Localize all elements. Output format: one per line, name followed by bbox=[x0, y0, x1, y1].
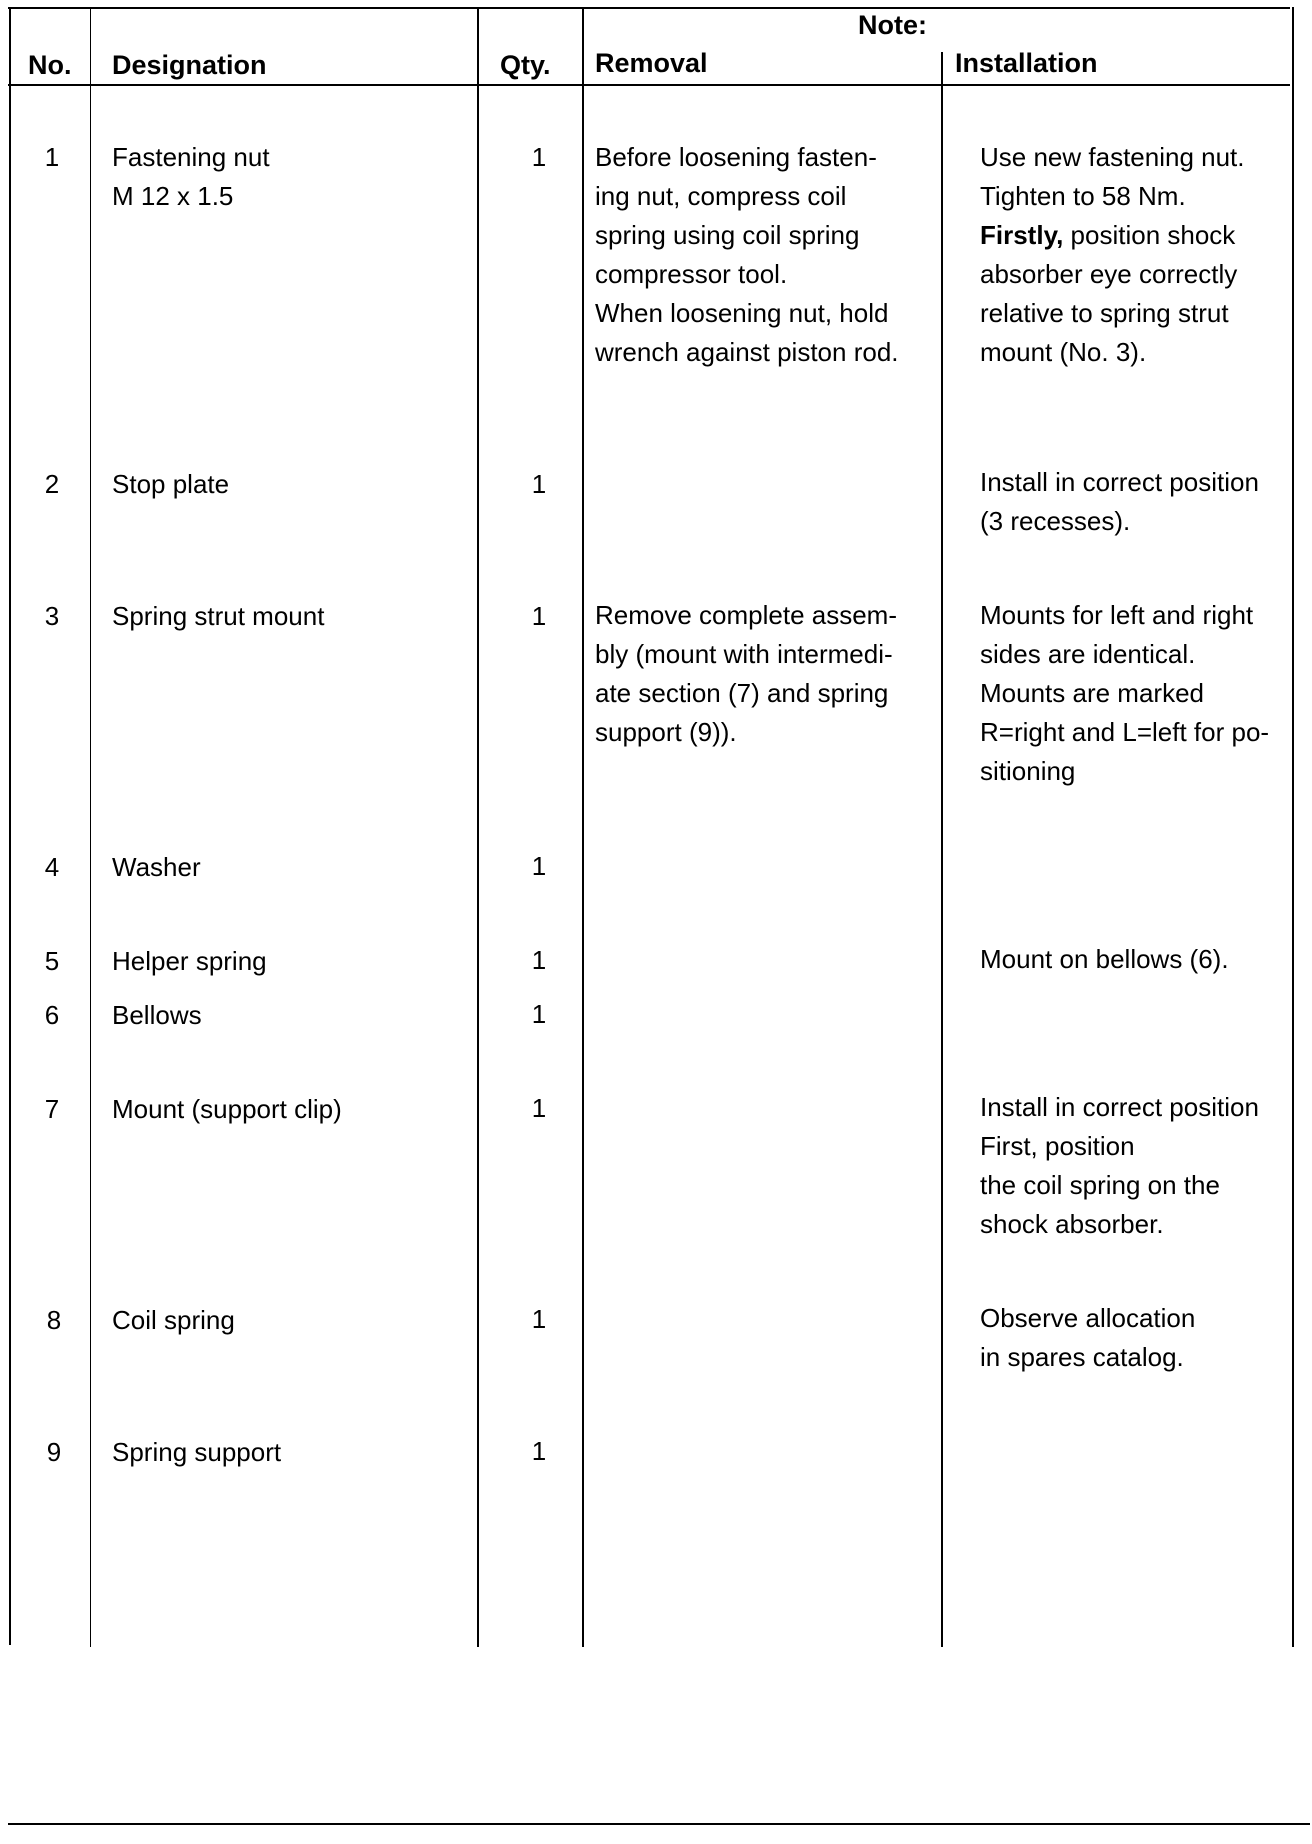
row-1-installation-line: relative to spring strut bbox=[980, 298, 1229, 328]
row-7-installation bbox=[980, 1088, 1310, 1244]
row-2-designation-line: Stop plate bbox=[112, 469, 230, 499]
row-4-no: 4 bbox=[44, 852, 60, 882]
row-2-installation-line: (3 recesses). bbox=[980, 506, 1131, 536]
row-5-designation bbox=[112, 942, 472, 981]
table-top-border bbox=[8, 7, 1290, 9]
qty-column-divider bbox=[582, 7, 584, 1647]
row-9-designation bbox=[112, 1433, 472, 1472]
row-1-installation bbox=[980, 138, 1310, 372]
row-1-installation-emphasis: Firstly, bbox=[980, 220, 1064, 250]
row-1-installation-line bbox=[980, 216, 1310, 255]
row-7-qty: 1 bbox=[531, 1093, 547, 1123]
row-8-installation-line: in spares catalog. bbox=[980, 1342, 1184, 1372]
row-7-designation bbox=[112, 1090, 472, 1129]
row-1-removal bbox=[595, 138, 940, 372]
row-3-removal-line: bly (mount with intermedi- bbox=[595, 639, 893, 669]
row-6-designation-line: Bellows bbox=[112, 1000, 202, 1030]
row-3-removal bbox=[595, 596, 940, 752]
row-8-qty: 1 bbox=[531, 1304, 547, 1334]
table-left-border bbox=[9, 7, 11, 1645]
row-8-no: 8 bbox=[46, 1305, 62, 1335]
row-6-designation bbox=[112, 996, 472, 1035]
row-1-qty: 1 bbox=[531, 142, 547, 172]
row-9-no: 9 bbox=[46, 1437, 62, 1467]
row-3-designation bbox=[112, 597, 472, 636]
row-1-designation-line: Fastening nut bbox=[112, 142, 270, 172]
row-2-installation bbox=[980, 463, 1310, 541]
row-7-installation-line: the coil spring on the bbox=[980, 1170, 1220, 1200]
row-1-removal-line: ing nut, compress coil bbox=[595, 181, 847, 211]
row-5-installation bbox=[980, 940, 1310, 979]
row-8-installation-line: Observe allocation bbox=[980, 1303, 1196, 1333]
header-no: No. bbox=[28, 50, 72, 80]
row-3-removal-line: ate section (7) and spring bbox=[595, 678, 889, 708]
row-5-qty: 1 bbox=[531, 945, 547, 975]
row-6-qty: 1 bbox=[531, 999, 547, 1029]
row-6-no: 6 bbox=[44, 1000, 60, 1030]
row-8-designation-line: Coil spring bbox=[112, 1305, 235, 1335]
row-3-installation-line: Mounts are marked bbox=[980, 678, 1204, 708]
row-1-designation bbox=[112, 138, 472, 216]
row-4-qty: 1 bbox=[531, 851, 547, 881]
row-2-no: 2 bbox=[44, 469, 60, 499]
row-7-no: 7 bbox=[44, 1094, 60, 1124]
row-4-designation bbox=[112, 848, 472, 887]
row-7-installation-line: shock absorber. bbox=[980, 1209, 1164, 1239]
row-1-removal-line: compressor tool. bbox=[595, 259, 788, 289]
removal-column-divider bbox=[941, 52, 943, 1647]
header-designation: Designation bbox=[112, 50, 267, 80]
row-3-no: 3 bbox=[44, 601, 60, 631]
row-1-no: 1 bbox=[44, 142, 60, 172]
row-8-installation bbox=[980, 1299, 1310, 1377]
row-9-designation-line: Spring support bbox=[112, 1437, 282, 1467]
row-3-installation-line: Mounts for left and right bbox=[980, 600, 1254, 630]
row-3-installation-line: sitioning bbox=[980, 756, 1076, 786]
row-8-designation bbox=[112, 1301, 472, 1340]
row-7-designation-line: Mount (support clip) bbox=[112, 1094, 342, 1124]
row-7-installation-line: First, position bbox=[980, 1131, 1135, 1161]
header-installation: Installation bbox=[955, 48, 1098, 78]
row-1-designation-line: M 12 x 1.5 bbox=[112, 181, 234, 211]
row-1-installation-text: position shock bbox=[1063, 220, 1236, 250]
row-4-designation-line: Washer bbox=[112, 852, 201, 882]
row-1-removal-line: wrench against piston rod. bbox=[595, 337, 899, 367]
row-1-installation-line: Tighten to 58 Nm. bbox=[980, 181, 1186, 211]
row-1-installation-line: Use new fastening nut. bbox=[980, 142, 1245, 172]
row-7-installation-line: Install in correct position bbox=[980, 1092, 1259, 1122]
row-3-removal-line: support (9)). bbox=[595, 717, 737, 747]
row-5-designation-line: Helper spring bbox=[112, 946, 267, 976]
row-1-installation-line: absorber eye correctly bbox=[980, 259, 1238, 289]
row-3-qty: 1 bbox=[531, 601, 547, 631]
row-1-installation-line: mount (No. 3). bbox=[980, 337, 1147, 367]
row-3-installation bbox=[980, 596, 1310, 791]
header-removal: Removal bbox=[595, 48, 708, 78]
header-qty: Qty. bbox=[500, 50, 551, 80]
row-5-installation-line: Mount on bellows (6). bbox=[980, 944, 1229, 974]
row-1-removal-line: When loosening nut, hold bbox=[595, 298, 889, 328]
row-5-no: 5 bbox=[44, 946, 60, 976]
row-3-removal-line: Remove complete assem- bbox=[595, 600, 897, 630]
row-3-installation-line: R=right and L=left for po- bbox=[980, 717, 1270, 747]
page-bottom-rule bbox=[8, 1823, 1310, 1825]
row-1-removal-line: Before loosening fasten- bbox=[595, 142, 877, 172]
row-2-qty: 1 bbox=[531, 469, 547, 499]
designation-column-divider bbox=[477, 7, 479, 1647]
row-2-designation bbox=[112, 465, 472, 504]
no-column-divider bbox=[90, 7, 91, 1647]
row-3-installation-line: sides are identical. bbox=[980, 639, 1196, 669]
header-bottom-border bbox=[8, 84, 1290, 86]
row-9-qty: 1 bbox=[531, 1436, 547, 1466]
row-2-installation-line: Install in correct position bbox=[980, 467, 1259, 497]
row-1-removal-line: spring using coil spring bbox=[595, 220, 860, 250]
header-note: Note: bbox=[858, 10, 927, 40]
row-3-designation-line: Spring strut mount bbox=[112, 601, 325, 631]
